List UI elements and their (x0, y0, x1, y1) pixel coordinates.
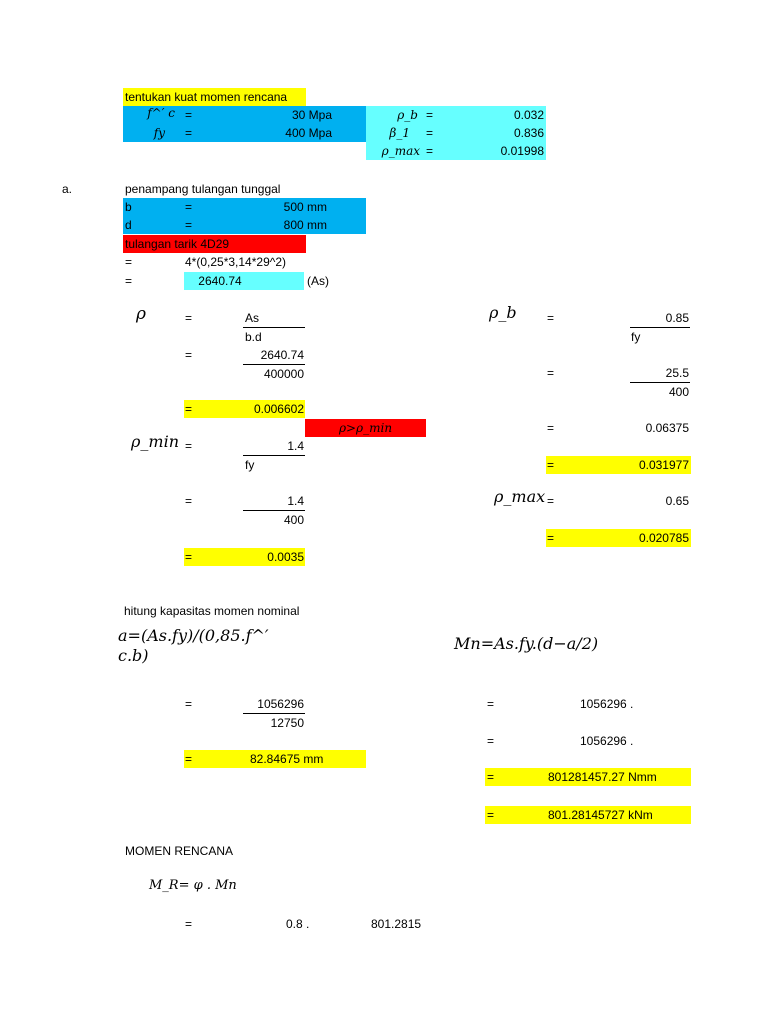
mn-equals-2: = (487, 734, 495, 748)
dimension-box (123, 198, 366, 234)
rho-b-calc-equals-4: = (547, 458, 555, 472)
a-equals-1: = (185, 697, 193, 711)
rho-b-value: 0.032 (513, 108, 544, 122)
rho-b-calc-symbol: ρ_b (489, 303, 517, 322)
rebar-label: tulangan tarik 4D29 (123, 235, 306, 253)
rho-max-calc-value-1: 0.65 (665, 494, 689, 508)
mn-result-knm: 801.28145727 kNm (548, 808, 653, 822)
rho-min-equals-2: = (185, 494, 193, 508)
a-denominator: 12750 (270, 716, 304, 730)
a-formula-line-2: c.b) (118, 646, 149, 665)
beta1-symbol: β_1 (389, 126, 410, 140)
rho-b-calc-numerator-1: 0.85 (665, 311, 689, 325)
rho-max-calc-equals-1: = (547, 494, 555, 508)
rho-min-result: 0.0035 (267, 550, 304, 564)
rho-symbol: ρ (136, 304, 146, 324)
rho-check-label: ρ>ρ_min (305, 419, 426, 437)
design-equals: = (185, 917, 193, 931)
b-equals: = (185, 200, 193, 214)
mn-equals-4: = (487, 808, 495, 822)
rho-b-calc-denominator-2: 400 (668, 385, 689, 399)
rho-min-numerator-1: 1.4 (287, 439, 304, 453)
rho-b-calc-denominator-1: fy (631, 330, 641, 344)
rho-max-calc-result: 0.020785 (638, 531, 689, 545)
rho-min-denominator-1: fy (245, 458, 255, 472)
mn-value-1: 1056296 . (580, 697, 634, 711)
a-formula-line-1: a=(As.fy)/(0,85.f^′ (118, 626, 269, 645)
as-formula: 4*(0,25*3,14*29^2) (185, 255, 287, 269)
as-equals-2: = (125, 274, 133, 288)
b-label: b (125, 200, 132, 214)
rho-min-equals-3: = (185, 550, 193, 564)
as-value: 2640.74 (198, 274, 242, 288)
beta1-value: 0.836 (513, 126, 544, 140)
d-value: 800 mm (283, 218, 327, 232)
beta1-equals: = (426, 126, 434, 140)
as-equals-1: = (125, 255, 133, 269)
design-mn: 801.2815 (371, 917, 422, 931)
rho-b-calc-result: 0.031977 (638, 458, 689, 472)
rho-equals-3: = (185, 402, 193, 416)
a-numerator: 1056296 (257, 697, 304, 711)
d-label: d (125, 218, 132, 232)
rho-max-symbol: ρ_max (381, 144, 420, 158)
rho-denominator-2: 400000 (263, 367, 304, 381)
rho-b-symbol: ρ_b (397, 108, 418, 122)
rho-max-equals: = (426, 144, 434, 158)
fy-symbol: fy (153, 126, 165, 140)
section-label: a. (62, 182, 73, 196)
mn-result-nmm: 801281457.27 Nmm (548, 770, 657, 784)
fy-value: 400 Mpa (285, 126, 332, 140)
design-phi: 0.8 . (286, 917, 310, 931)
rho-equals-1: = (185, 311, 193, 325)
a-result: 82.84675 mm (250, 752, 324, 766)
section-title: penampang tulangan tunggal (125, 182, 281, 196)
mn-value-2: 1056296 . (580, 734, 634, 748)
as-unit: (As) (307, 274, 329, 288)
rho-max-value: 0.01998 (500, 144, 544, 158)
rho-numerator-2: 2640.74 (260, 348, 304, 362)
rho-b-calc-value-3: 0.06375 (645, 421, 689, 435)
mn-equals-1: = (487, 697, 495, 711)
design-title: MOMEN RENCANA (125, 844, 234, 858)
fc-value: 30 Mpa (291, 108, 332, 122)
mn-equals-3: = (487, 770, 495, 784)
fc-symbol: f^′ c (147, 106, 175, 120)
rho-b-calc-equals-2: = (547, 366, 555, 380)
fy-equals: = (185, 126, 193, 140)
rho-min-denominator-2: 400 (283, 513, 304, 527)
rho-numerator-1: As (245, 311, 260, 325)
mn-formula: Mn=As.fy.(d−a/2) (454, 634, 599, 653)
rho-b-calc-equals-1: = (547, 311, 555, 325)
rho-b-calc-equals-3: = (547, 421, 555, 435)
fc-equals: = (185, 108, 193, 122)
rho-b-equals: = (426, 108, 434, 122)
rho-min-symbol: ρ_min (131, 432, 179, 451)
moment-title: hitung kapasitas momen nominal (124, 604, 300, 618)
rho-equals-2: = (185, 348, 193, 362)
rho-result: 0.006602 (253, 402, 304, 416)
rho-max-calc-symbol: ρ_max (494, 487, 546, 506)
b-value: 500 mm (283, 200, 327, 214)
rho-denominator-1: b.d (245, 330, 262, 344)
design-formula: M_R= φ . Mn (149, 878, 237, 893)
rho-min-numerator-2: 1.4 (287, 494, 304, 508)
rho-min-equals-1: = (185, 439, 193, 453)
rho-b-calc-numerator-2: 25.5 (665, 366, 689, 380)
a-equals-2: = (185, 752, 193, 766)
rho-max-calc-equals-2: = (547, 531, 555, 545)
header-title: tentukan kuat momen rencana (123, 88, 306, 106)
d-equals: = (185, 218, 193, 232)
